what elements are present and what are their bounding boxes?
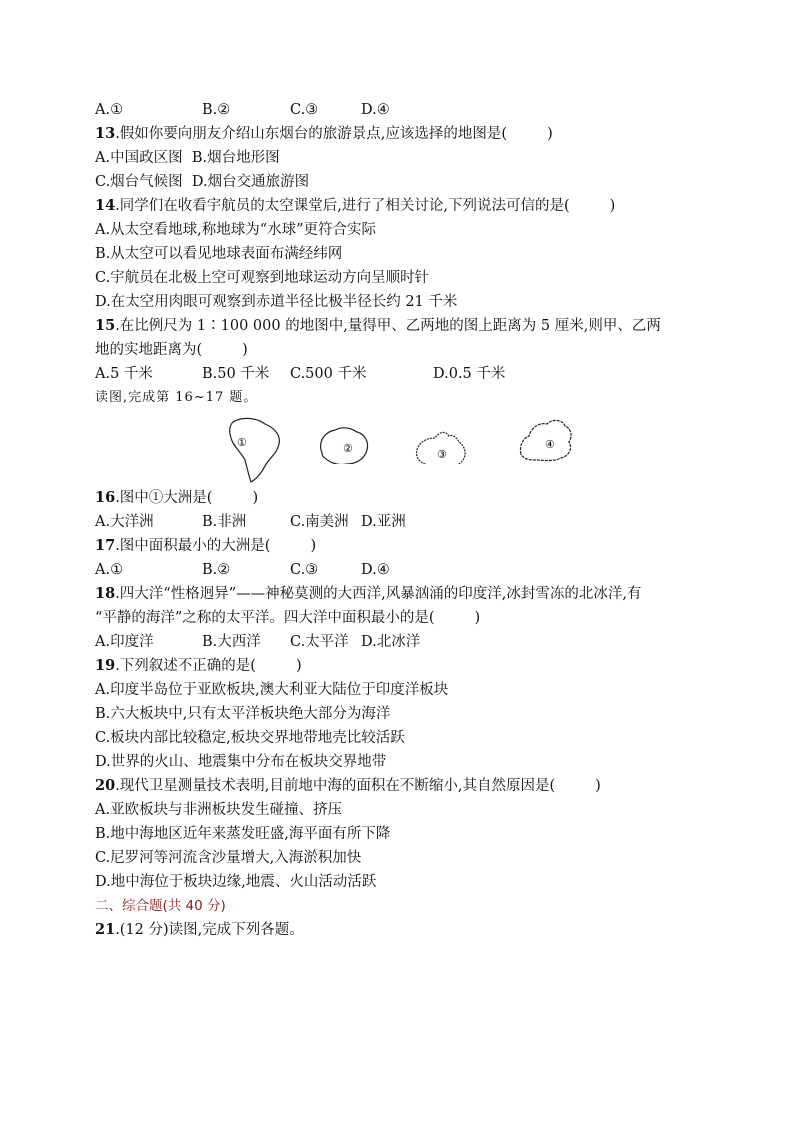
q14-close: ) xyxy=(609,198,616,214)
q13-option-b: B.烟台地形图 xyxy=(191,150,280,166)
exam-page xyxy=(95,98,715,942)
q19-stem xyxy=(95,654,715,678)
q15-option-a: A.5 千米 xyxy=(95,366,153,382)
south-america-map xyxy=(225,414,287,484)
q18-option-d: D.北冰洋 xyxy=(361,634,421,650)
q12-option-c: C.③ xyxy=(290,102,319,118)
q16-close: ) xyxy=(252,490,259,506)
q19-option-c: C.板块内部比较稳定,板块交界地带地壳比较活跃 xyxy=(95,730,405,746)
q21-stem xyxy=(95,918,715,942)
section-2-heading: 二、综合题(共 40 分) xyxy=(95,898,226,914)
q16-stem xyxy=(95,486,715,510)
q21-number: 21 xyxy=(95,921,116,938)
q19-option-b: B.六大板块中,只有太平洋板块绝大部分为海洋 xyxy=(95,706,391,722)
q14-text: .同学们在收看宇航员的太空课堂后,进行了相关讨论,下列说法可信的是( xyxy=(115,198,570,214)
q17-close: ) xyxy=(310,538,317,554)
q18-text-2: “平静的海洋”之称的太平洋。四大洋中面积最小的是( xyxy=(95,610,435,626)
q17-option-c: C.③ xyxy=(290,562,319,578)
q15-option-b: B.50 千米 xyxy=(202,366,270,382)
q18-stem-line1 xyxy=(95,582,715,606)
q19-text: .下列叙述不正确的是( xyxy=(115,658,256,674)
q20-option-c: C.尼罗河等河流含沙量增大,入海淤积加快 xyxy=(95,850,362,866)
q16-option-d: D.亚洲 xyxy=(361,514,406,530)
antarctica-map xyxy=(315,414,373,464)
q13-text: .假如你要向朋友介绍山东烟台的旅游景点,应该选择的地图是( xyxy=(115,126,508,142)
q18-option-c: C.太平洋 xyxy=(290,634,349,650)
q18-option-b: B.大西洋 xyxy=(202,634,261,650)
q13-options-row1 xyxy=(95,146,715,170)
q13-number: 13 xyxy=(95,125,116,142)
q16-number: 16 xyxy=(95,489,116,506)
q12-options xyxy=(95,98,715,122)
q18-number: 18 xyxy=(95,585,116,602)
q14-option-c: C.宇航员在北极上空可观察到地球运动方向呈顺时针 xyxy=(95,270,430,286)
q14-option-b: B.从太空可以看见地球表面布满经纬网 xyxy=(95,246,343,262)
q21-text: .(12 分)读图,完成下列各题。 xyxy=(115,922,304,938)
q17-option-d: D.④ xyxy=(361,562,390,578)
continent-maps xyxy=(95,414,715,484)
q12-option-b: B.② xyxy=(202,102,231,118)
map-label-4: ④ xyxy=(545,438,555,451)
q13-stem xyxy=(95,122,715,146)
q15-option-c: C.500 千米 xyxy=(290,366,367,382)
q19-number: 19 xyxy=(95,657,116,674)
q18-close: ) xyxy=(474,610,481,626)
q20-text: .现代卫星测量技术表明,目前地中海的面积在不断缩小,其自然原因是( xyxy=(115,778,556,794)
q14-stem xyxy=(95,194,715,218)
q16-option-a: A.大洋洲 xyxy=(95,514,154,530)
q17-option-b: B.② xyxy=(202,562,231,578)
q15-option-d: D.0.5 千米 xyxy=(433,366,506,382)
map-label-1: ① xyxy=(237,436,247,449)
q19-close: ) xyxy=(295,658,302,674)
q16-text: .图中①大洲是( xyxy=(115,490,213,506)
q15-stem-line1 xyxy=(95,314,715,338)
q17-stem xyxy=(95,534,715,558)
q18-stem-line2 xyxy=(95,606,715,630)
q19-option-a: A.印度半岛位于亚欧板块,澳大利亚大陆位于印度洋板块 xyxy=(95,682,449,698)
q20-option-a: A.亚欧板块与非洲板块发生碰撞、挤压 xyxy=(95,802,343,818)
q13-close: ) xyxy=(547,126,553,142)
q13-option-a: A.中国政区图 xyxy=(95,150,183,166)
q18-text-1: .四大洋“性格迥异”——神秘莫测的大西洋,风暴汹涌的印度洋,冰封雪冻的北冰洋,有 xyxy=(115,586,642,602)
q13-option-d: D.烟台交通旅游图 xyxy=(191,174,310,190)
q12-option-d: D.④ xyxy=(361,102,390,118)
q16-option-b: B.非洲 xyxy=(202,514,247,530)
q12-option-a: A.① xyxy=(95,102,124,118)
q14-option-d: D.在太空用肉眼可观察到赤道半径比极半径长约 21 千米 xyxy=(95,294,458,310)
q16-option-c: C.南美洲 xyxy=(290,514,349,530)
q15-text-2: 地的实地距离为( xyxy=(95,342,203,358)
q15-stem-line2 xyxy=(95,338,715,362)
australia-map xyxy=(413,414,469,464)
europe-map xyxy=(515,414,577,466)
q20-close: ) xyxy=(595,778,601,794)
q17-option-a: A.① xyxy=(95,562,124,578)
q20-number: 20 xyxy=(95,777,116,794)
q20-stem xyxy=(95,774,715,798)
q18-option-a: A.印度洋 xyxy=(95,634,154,650)
q20-option-b: B.地中海地区近年来蒸发旺盛,海平面有所下降 xyxy=(95,826,391,842)
q15-text-1: .在比例尺为 1∶100 000 的地图中,量得甲、乙两地的图上距离为 5 厘米,则甲、乙两 xyxy=(115,318,661,334)
q17-text: .图中面积最小的大洲是( xyxy=(115,538,271,554)
q20-option-d: D.地中海位于板块边缘,地震、火山活动活跃 xyxy=(95,874,377,890)
map-label-3: ③ xyxy=(437,448,447,461)
q17-number: 17 xyxy=(95,537,116,554)
reading-note: 读图,完成第 16~17 题。 xyxy=(95,390,258,405)
q16-options xyxy=(95,510,715,534)
q13-options-row2 xyxy=(95,170,715,194)
q13-option-c: C.烟台气候图 xyxy=(95,174,183,190)
q14-option-a: A.从太空看地球,称地球为“水球”更符合实际 xyxy=(95,222,377,238)
q18-options xyxy=(95,630,715,654)
q17-options xyxy=(95,558,715,582)
q15-close: ) xyxy=(242,342,248,358)
map-label-2: ② xyxy=(343,442,353,455)
q15-options xyxy=(95,362,715,386)
q15-number: 15 xyxy=(95,317,116,334)
q14-number: 14 xyxy=(95,197,116,214)
q19-option-d: D.世界的火山、地震集中分布在板块交界地带 xyxy=(95,754,387,770)
